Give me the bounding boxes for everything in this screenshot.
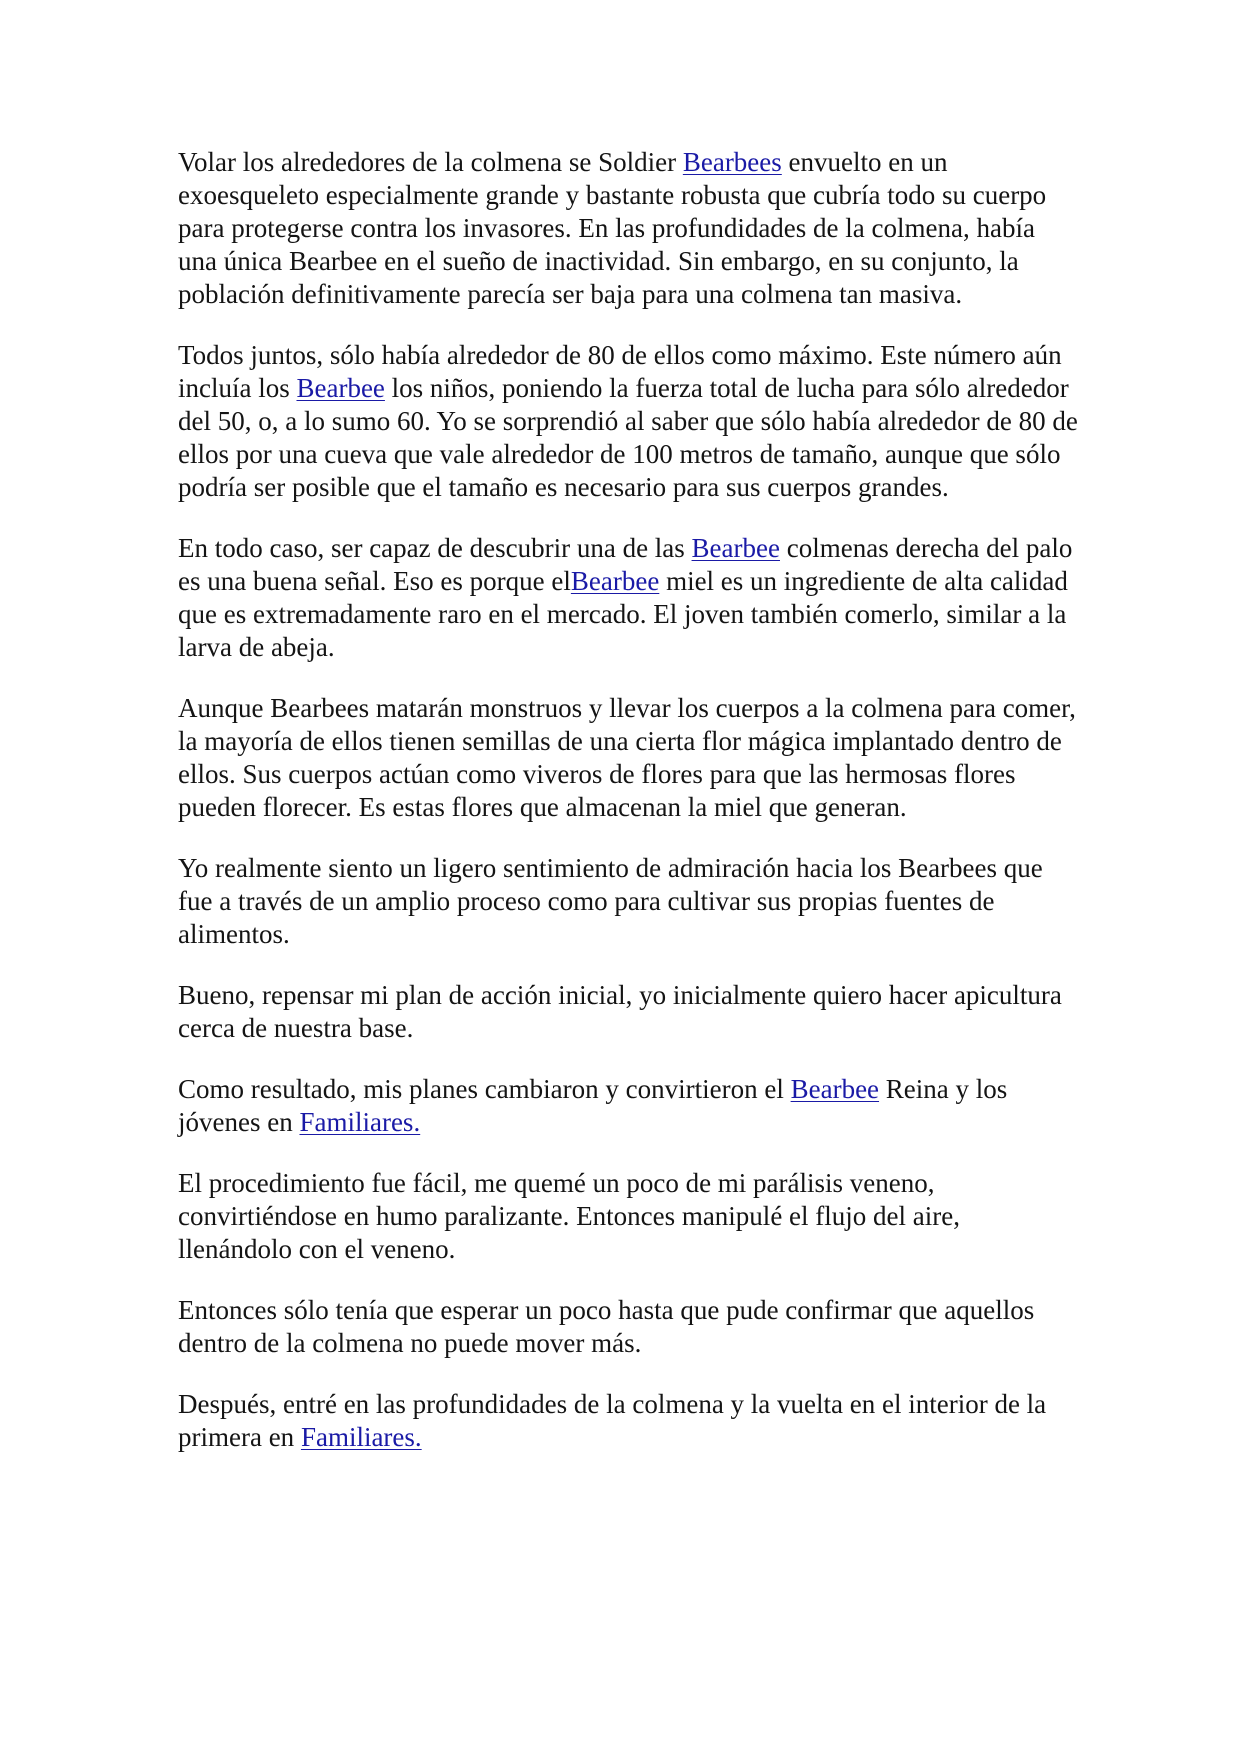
text-run: envuelto en un exoesqueleto especialmente grande y bastante robusta que cubría todo su cuerpo para protegerse contra los invasores. En las profundidades de la colmena, había una única Bearbee en el sueño de inactividad. Sin embargo, en su conjunto, la población definitivamente parecía ser baja para una colmena tan masiva.: [178, 147, 1047, 309]
text-run: Como resultado, mis planes cambiaron y convirtieron el: [178, 1074, 791, 1104]
paragraph-1: [178, 146, 1078, 311]
text-run: Yo realmente siento un ligero sentimiento de admiración hacia los Bearbees que fue a través de un amplio proceso como para cultivar sus propias fuentes de alimentos.: [178, 853, 1043, 949]
paragraph-4: [178, 692, 1078, 824]
link-bearbee[interactable]: Bearbee: [691, 533, 780, 563]
paragraph-3: [178, 532, 1078, 664]
link-bearbee[interactable]: Bearbee: [296, 373, 385, 403]
paragraph-7: [178, 1073, 1078, 1139]
text-run: Entonces sólo tenía que esperar un poco hasta que pude confirmar que aquellos dentro de la colmena no puede mover más.: [178, 1295, 1035, 1358]
paragraph-5: [178, 852, 1078, 951]
text-run: Después, entré en las profundidades de la colmena y la vuelta en el interior de la primera en: [178, 1389, 1047, 1452]
link-bearbee[interactable]: Bearbee: [570, 566, 660, 596]
text-run: Volar los alrededores de la colmena se Soldier: [178, 147, 683, 177]
text-run: Bueno, repensar mi plan de acción inicial, yo inicialmente quiero hacer apicultura cerca de nuestra base.: [178, 980, 1062, 1043]
paragraph-10: [178, 1388, 1078, 1454]
paragraph-9: [178, 1294, 1078, 1360]
text-run: Aunque Bearbees matarán monstruos y llevar los cuerpos a la colmena para comer, la mayoría de ellos tienen semillas de una cierta flor mágica implantado dentro de ellos. Sus cuerpos actúan como viveros de flores para que las hermosas flores pueden florecer. Es estas flores que almacenan la miel que generan.: [178, 693, 1076, 822]
text-run: Todos juntos, sólo había alrededor de 80 de ellos como máximo. Este número aún incluía los: [178, 340, 1062, 403]
paragraph-8: [178, 1167, 1078, 1266]
link-bearbee[interactable]: Bearbee: [790, 1074, 880, 1104]
link-familiares[interactable]: Familiares.: [300, 1422, 422, 1452]
text-run: miel es un ingrediente de alta calidad que es extremadamente raro en el mercado. El joven también comerlo, similar a la larva de abeja.: [178, 566, 1068, 662]
text-run: En todo caso, ser capaz de descubrir una de las: [178, 533, 692, 563]
paragraph-6: [178, 979, 1078, 1045]
text-run: Reina y los jóvenes en: [178, 1074, 1008, 1137]
paragraph-2: [178, 339, 1078, 504]
link-bearbees[interactable]: Bearbees: [682, 147, 782, 177]
document-body: [178, 146, 1078, 1482]
text-run: El procedimiento fue fácil, me quemé un poco de mi parálisis veneno, convirtiéndose en humo paralizante. Entonces manipulé el flujo del aire, llenándolo con el veneno.: [178, 1168, 960, 1264]
link-familiares[interactable]: Familiares.: [299, 1107, 421, 1137]
text-run: colmenas derecha del palo es una buena señal. Eso es porque el: [178, 533, 1073, 596]
text-run: los niños, poniendo la fuerza total de lucha para sólo alrededor del 50, o, a lo sumo 60. Yo se sorprendió al saber que sólo había alrededor de 80 de ellos por una cueva que vale alrededor de 100 metros de tamaño, aunque que sólo podría ser posible que el tamaño es necesario para sus cuerpos grandes.: [178, 373, 1078, 502]
